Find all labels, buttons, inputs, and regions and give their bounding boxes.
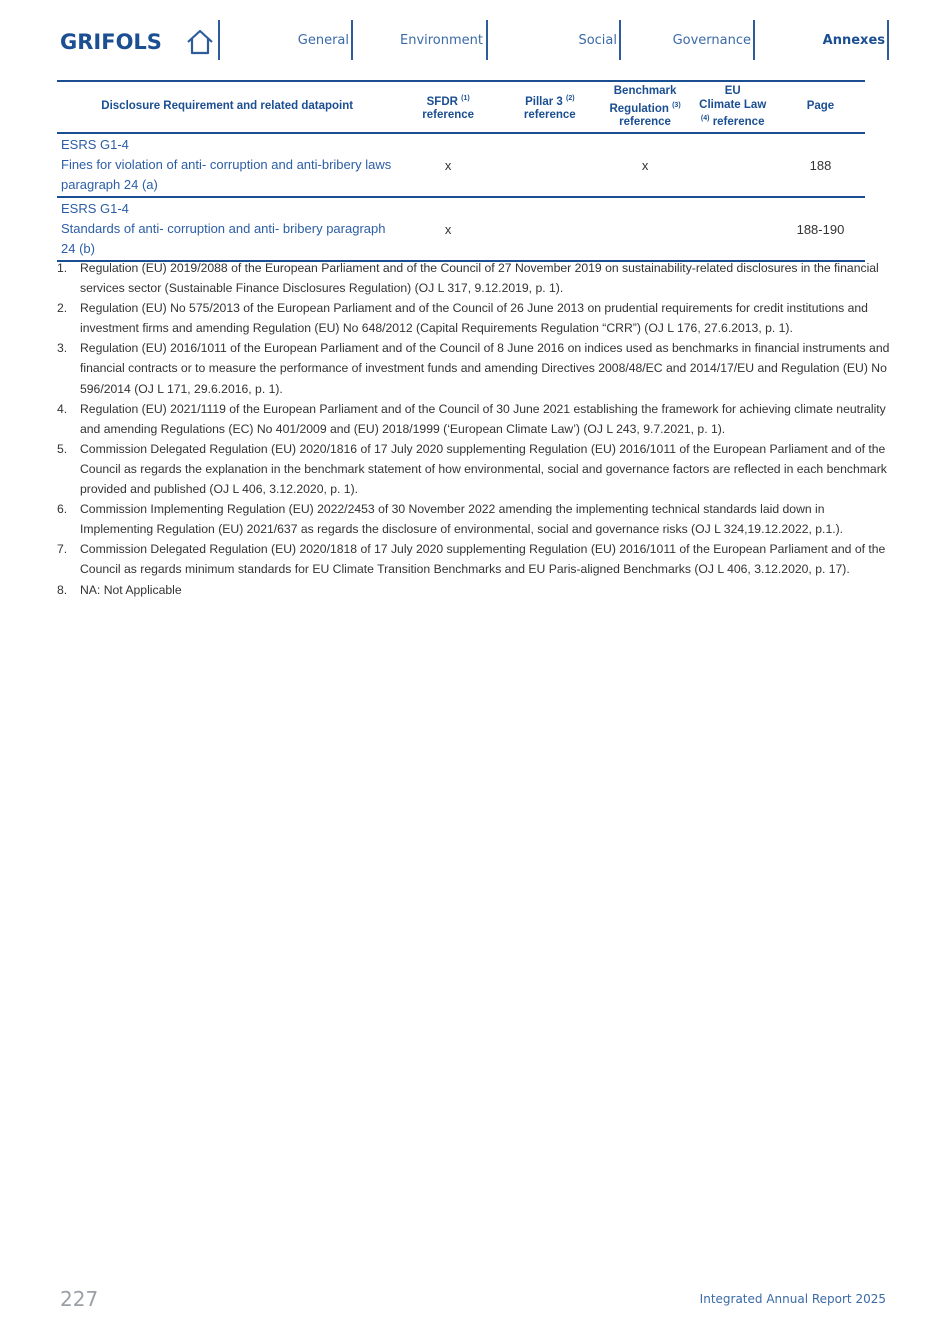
row-line: paragraph 24 (a) [61,177,158,193]
row-sfdr: x [397,133,499,197]
col-datapoint: Disclosure Requirement and related datapoint [57,81,397,133]
col-eu-label-2: Climate Law [699,98,767,111]
row-pillar [499,197,601,261]
footnote-text: Regulation (EU) 2016/1011 of the European Parliament and of the Council of 8 June 2016 on indices used as benchmarks in financial instruments and financial contracts or to measure the performance of investment funds and amending Directives 2008/48/EC and 2014/17/EU and Regulation (EU) No 596/2014 (OJ L 171, 29.6.2016, p. 1). [80,341,890,396]
row-line: Standards of anti- corruption and anti- bribery paragraph 24 (b) [61,221,386,257]
row-line: ESRS G1-4 [61,137,129,153]
footnote-item [57,298,895,338]
col-eu-sup: (4) [700,115,710,122]
nav-environment[interactable]: Environment [399,33,483,48]
nav-general[interactable]: General [297,33,349,48]
col-sfdr-label: SFDR [426,95,458,108]
report-title: Integrated Annual Report 2025 [699,1292,886,1306]
footnote-item [57,258,895,298]
row-sfdr: x [397,197,499,261]
row-eu [690,197,776,261]
row-pillar [499,133,601,197]
nav-separator [887,20,889,60]
footnote-number: 6. [57,502,68,517]
col-pillar-label: Pillar 3 [525,95,563,108]
row-line: ESRS G1-4 [61,201,129,217]
footnote-item [57,539,895,579]
col-eu-ref: reference [712,115,765,128]
col-bench-label-2: Regulation [609,102,669,115]
row-datapoint [57,197,397,261]
footnote-text: Commission Delegated Regulation (EU) 2020/1818 of 17 July 2020 supplementing Regulation (EU) 2016/1011 of the European Parliament and of the Council as regards minimum standards for EU Climate Transition Benchmarks and EU Paris-aligned Benchmarks (OJ L 406, 3.12.2020, p. 17). [80,542,886,577]
footnote-item [57,399,895,439]
nav-social[interactable]: Social [578,33,617,48]
nav-annexes[interactable]: Annexes [822,33,885,48]
col-pillar-ref: reference [523,109,576,122]
row-page: 188-190 [776,197,865,261]
table-row [57,133,865,197]
footnote-number: 8. [57,582,68,597]
col-pillar [499,81,601,133]
top-navigation [0,20,950,60]
footnote-text: Commission Implementing Regulation (EU) 2022/2453 of 30 November 2022 amending the implementing technical standards laid down in Implementing Regulation (EU) 2021/637 as regards the disclosure of environmental, social and governance risks (OJ L 324,19.12.2022, p.1.). [80,502,844,537]
row-eu [690,133,776,197]
footnote-number: 1. [57,261,68,275]
footnote-number: 7. [57,542,68,557]
table-row [57,197,865,261]
row-page: 188 [776,133,865,197]
footnote-text: NA: Not Applicable [80,582,182,597]
footnote-item [57,499,895,539]
grifols-logo: GRIFOLS [60,30,162,54]
col-eu-label: EU [724,85,741,97]
row-benchmark [601,197,690,261]
col-benchmark [601,81,690,133]
footnote-text: Regulation (EU) 2021/1119 of the European Parliament and of the Council of 30 June 2021 establishing the framework for achieving climate neutrality and amending Regulations (EC) No 401/2009 and (EU) 2018/1999 (‘European Climate Law’) (OJ L 243, 9.7.2021, p. 1). [80,401,886,436]
page-number: 227 [60,1287,99,1311]
footnote-number: 5. [57,441,68,456]
footnote-number: 2. [57,301,68,316]
footnote-text: Regulation (EU) 2019/2088 of the European Parliament and of the Council of 27 November 2019 on sustainability-related disclosures in the financial services sector (Sustainable Finance Disclosures Regulation) (OJ L 317, 9.12.2019, p. 1). [80,261,879,296]
col-eu-climate [690,81,776,133]
footnote-number: 3. [57,341,68,356]
disclosure-table [57,80,865,262]
footnote-item [57,580,895,600]
footnote-item [57,439,895,499]
nav-governance[interactable]: Governance [672,33,751,48]
row-line: Fines for violation of anti- corruption and anti-bribery laws [61,157,392,173]
footnote-text: Regulation (EU) No 575/2013 of the European Parliament and of the Council of 26 June 2013 on prudential requirements for credit institutions and investment firms and amending Regulation (EU) No 648/2012 (Capital Requirements Regulation “CRR”) (OJ L 176, 27.6.2013, p. 1). [80,301,868,336]
row-benchmark: x [601,133,690,197]
footnotes-list [57,258,895,600]
col-bench-sup: (3) [672,101,681,109]
footnote-item [57,338,895,398]
footnote-number: 4. [57,401,68,416]
footnote-text: Commission Delegated Regulation (EU) 2020/1816 of 17 July 2020 supplementing Regulation (EU) 2016/1011 of the European Parliament and of the Council as regards the explanation in the benchmark statement of how environmental, social and governance factors are reflected in each benchmark provided and published (OJ L 406, 3.12.2020, p. 1). [80,441,887,497]
col-sfdr-ref: reference [422,109,475,122]
col-pillar-sup: (2) [566,94,575,102]
col-sfdr [397,81,499,133]
col-bench-label: Benchmark [613,85,677,97]
col-sfdr-sup: (1) [461,94,470,102]
col-page: Page [776,81,865,133]
col-bench-ref: reference [619,115,671,128]
row-datapoint [57,133,397,197]
